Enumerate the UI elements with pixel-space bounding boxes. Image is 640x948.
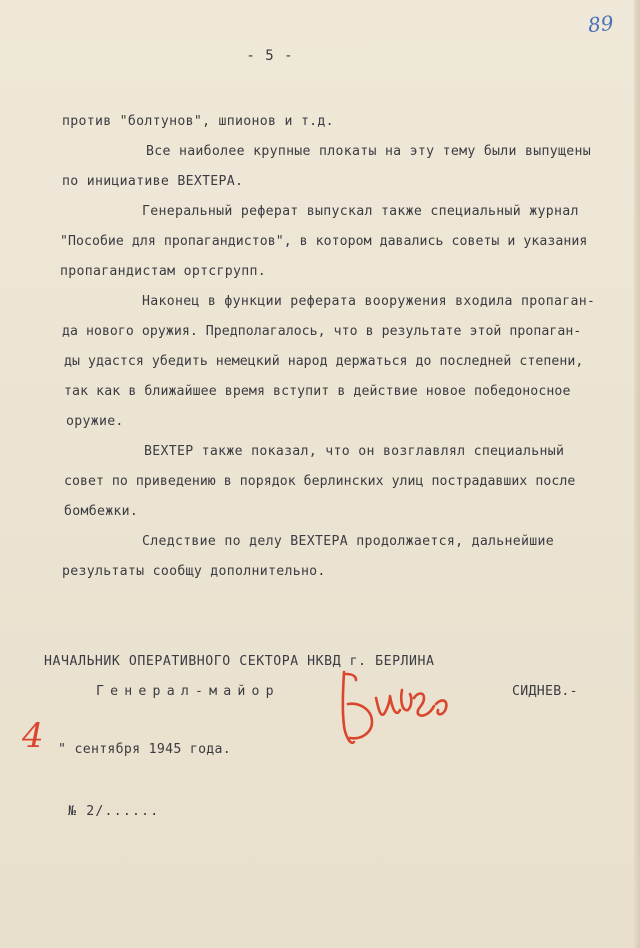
body-line: совет по приведению в порядок берлинских улиц пострадавших после bbox=[64, 474, 576, 489]
body-line: да нового оружия. Предполагалось, что в результате этой пропаган- bbox=[62, 324, 582, 339]
body-line: Все наиболее крупные плокаты на эту тему были выпущены bbox=[146, 144, 591, 159]
handwritten-signature bbox=[326, 668, 466, 748]
body-line: по инициативе ВЕХТЕРА. bbox=[62, 174, 244, 189]
folio-number: 89 bbox=[586, 10, 615, 38]
signatory-name: СИДНЕВ.- bbox=[512, 684, 578, 699]
reference-number: № 2/...... bbox=[68, 804, 160, 819]
date-line: " сентября 1945 года. bbox=[58, 742, 232, 757]
body-line: пропагандистам ортсгрупп. bbox=[60, 264, 266, 279]
body-line: так как в ближайшее время вступит в действие новое победоносное bbox=[64, 384, 571, 399]
body-line: оружие. bbox=[66, 414, 124, 429]
paper-edge bbox=[634, 0, 640, 948]
body-line: Наконец в функции реферата вооружения входила пропаган- bbox=[142, 294, 596, 309]
body-line: против "болтунов", шпионов и т.д. bbox=[62, 114, 334, 129]
body-line: ды удастся убедить немецкий народ держаться до последней степени, bbox=[64, 354, 584, 369]
body-line: результаты сообщу дополнительно. bbox=[62, 564, 326, 579]
body-line: Следствие по делу ВЕХТЕРА продолжается, дальнейшие bbox=[142, 534, 554, 549]
page-number: - 5 - bbox=[246, 48, 294, 64]
signatory-rank: Генерал-майор bbox=[96, 684, 280, 699]
signatory-title: НАЧАЛЬНИК ОПЕРАТИВНОГО СЕКТОРА НКВД г. БЕРЛИНА bbox=[44, 654, 435, 669]
body-line: ВЕХТЕР также показал, что он возглавлял специальный bbox=[144, 444, 565, 459]
body-line: Генеральный реферат выпускал также специальный журнал bbox=[142, 204, 579, 219]
handwritten-day: 4 bbox=[22, 716, 44, 756]
body-line: бомбежки. bbox=[64, 504, 139, 519]
body-line: "Пособие для пропагандистов", в котором давались советы и указания bbox=[60, 234, 588, 249]
